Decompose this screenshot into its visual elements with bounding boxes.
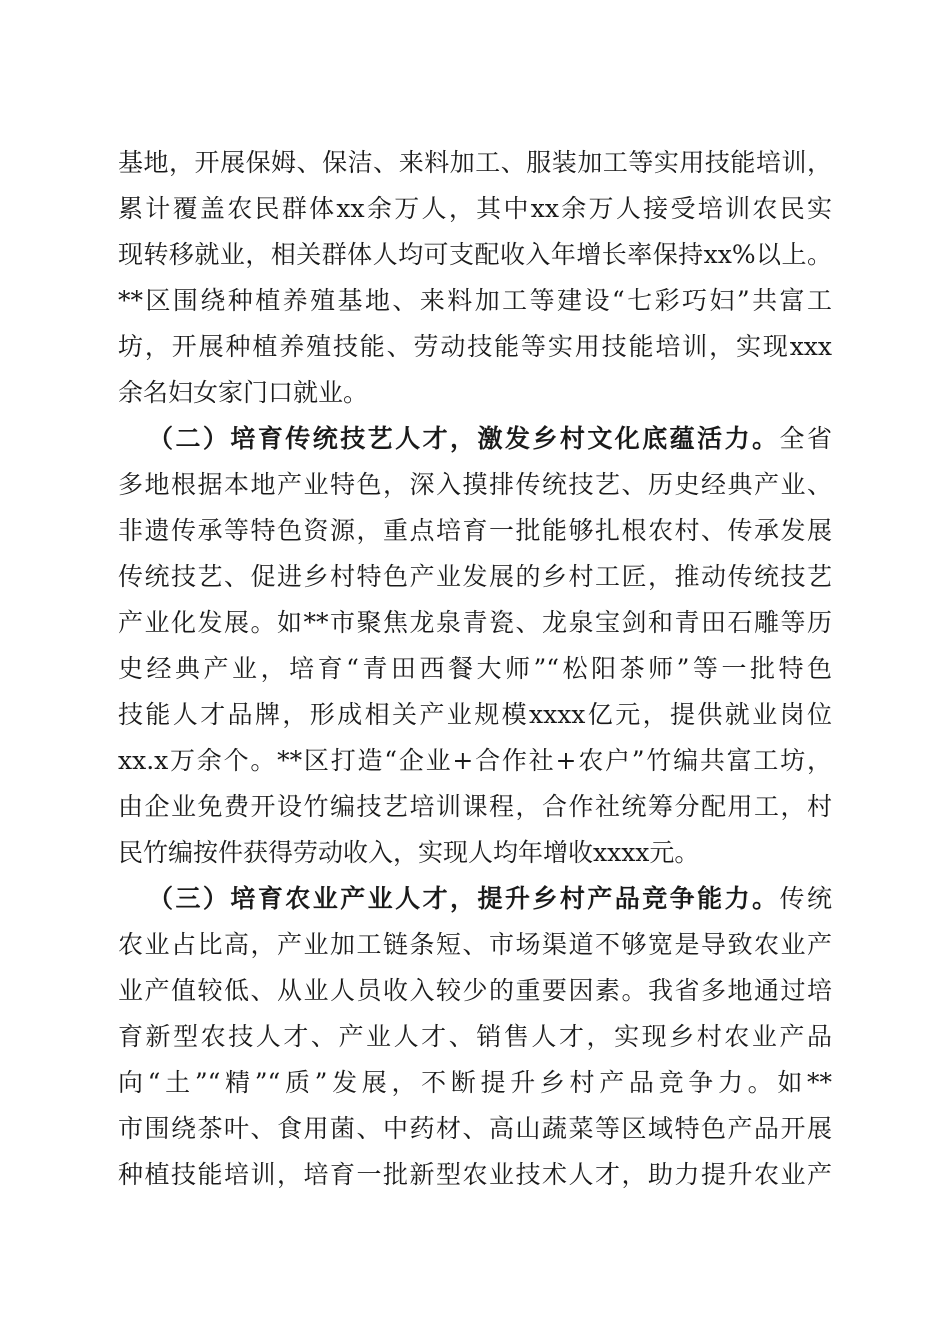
text-line-11: 产业化发展。如**市聚焦龙泉青瓷、龙泉宝剑和青田石雕等历 — [118, 608, 832, 637]
body-text — [118, 140, 832, 1198]
text-line-22: 市围绕茶叶、食用菌、中药材、高山蔬菜等区域特色产品开展 — [118, 1114, 832, 1143]
text-line-21: 向“土”“精”“质”发展，不断提升乡村产品竞争力。如** — [118, 1068, 832, 1097]
section-heading-3: （三）培育农业产业人才，提升乡村产品竞争能力。传统 — [148, 884, 832, 913]
heading-bold: （二）培育传统技艺人才，激发乡村文化底蕴活力。 — [148, 424, 780, 453]
text-line-9: 非遗传承等特色资源，重点培育一批能够扎根农村、传承发展 — [118, 516, 832, 545]
text-line-12: 史经典产业，培育“青田西餐大师”“松阳茶师”等一批特色 — [118, 654, 832, 683]
text-line-10: 传统技艺、促进乡村特色产业发展的乡村工匠，推动传统技艺 — [118, 562, 832, 591]
text-line-20: 育新型农技人才、产业人才、销售人才，实现乡村农业产品 — [118, 1022, 832, 1051]
text-line-6: 余名妇女家门口就业。 — [118, 378, 369, 407]
text-line-19: 业产值较低、从业人员收入较少的重要因素。我省多地通过培 — [118, 976, 832, 1005]
text-line-1: 基地，开展保姆、保洁、来料加工、服装加工等实用技能培训， — [118, 148, 832, 177]
text-line-2: 累计覆盖农民群体xx余万人，其中xx余万人接受培训农民实 — [118, 194, 832, 223]
text-line-14: xx.x万余个。**区打造“企业+合作社+农户”竹编共富工坊， — [118, 746, 832, 775]
text-line-3: 现转移就业，相关群体人均可支配收入年增长率保持xx%以上。 — [118, 240, 832, 269]
text-line-13: 技能人才品牌，形成相关产业规模xxxx亿元，提供就业岗位 — [118, 700, 832, 729]
text-line-23: 种植技能培训，培育一批新型农业技术人才，助力提升农业产 — [118, 1160, 832, 1189]
heading-bold: （三）培育农业产业人才，提升乡村产品竞争能力。 — [148, 884, 780, 913]
text-line-5: 坊，开展种植养殖技能、劳动技能等实用技能培训，实现xxx — [118, 332, 832, 361]
text-line-8: 多地根据本地产业特色，深入摸排传统技艺、历史经典产业、 — [118, 470, 832, 499]
text-line-4: **区围绕种植养殖基地、来料加工等建设“七彩巧妇”共富工 — [118, 286, 832, 315]
text-line-18: 农业占比高，产业加工链条短、市场渠道不够宽是导致农业产 — [118, 930, 832, 959]
section-heading-2: （二）培育传统技艺人才，激发乡村文化底蕴活力。全省 — [148, 424, 832, 453]
text-line-16: 民竹编按件获得劳动收入，实现人均年增收xxxx元。 — [118, 838, 700, 867]
text-line-15: 由企业免费开设竹编技艺培训课程，合作社统筹分配用工，村 — [118, 792, 832, 821]
